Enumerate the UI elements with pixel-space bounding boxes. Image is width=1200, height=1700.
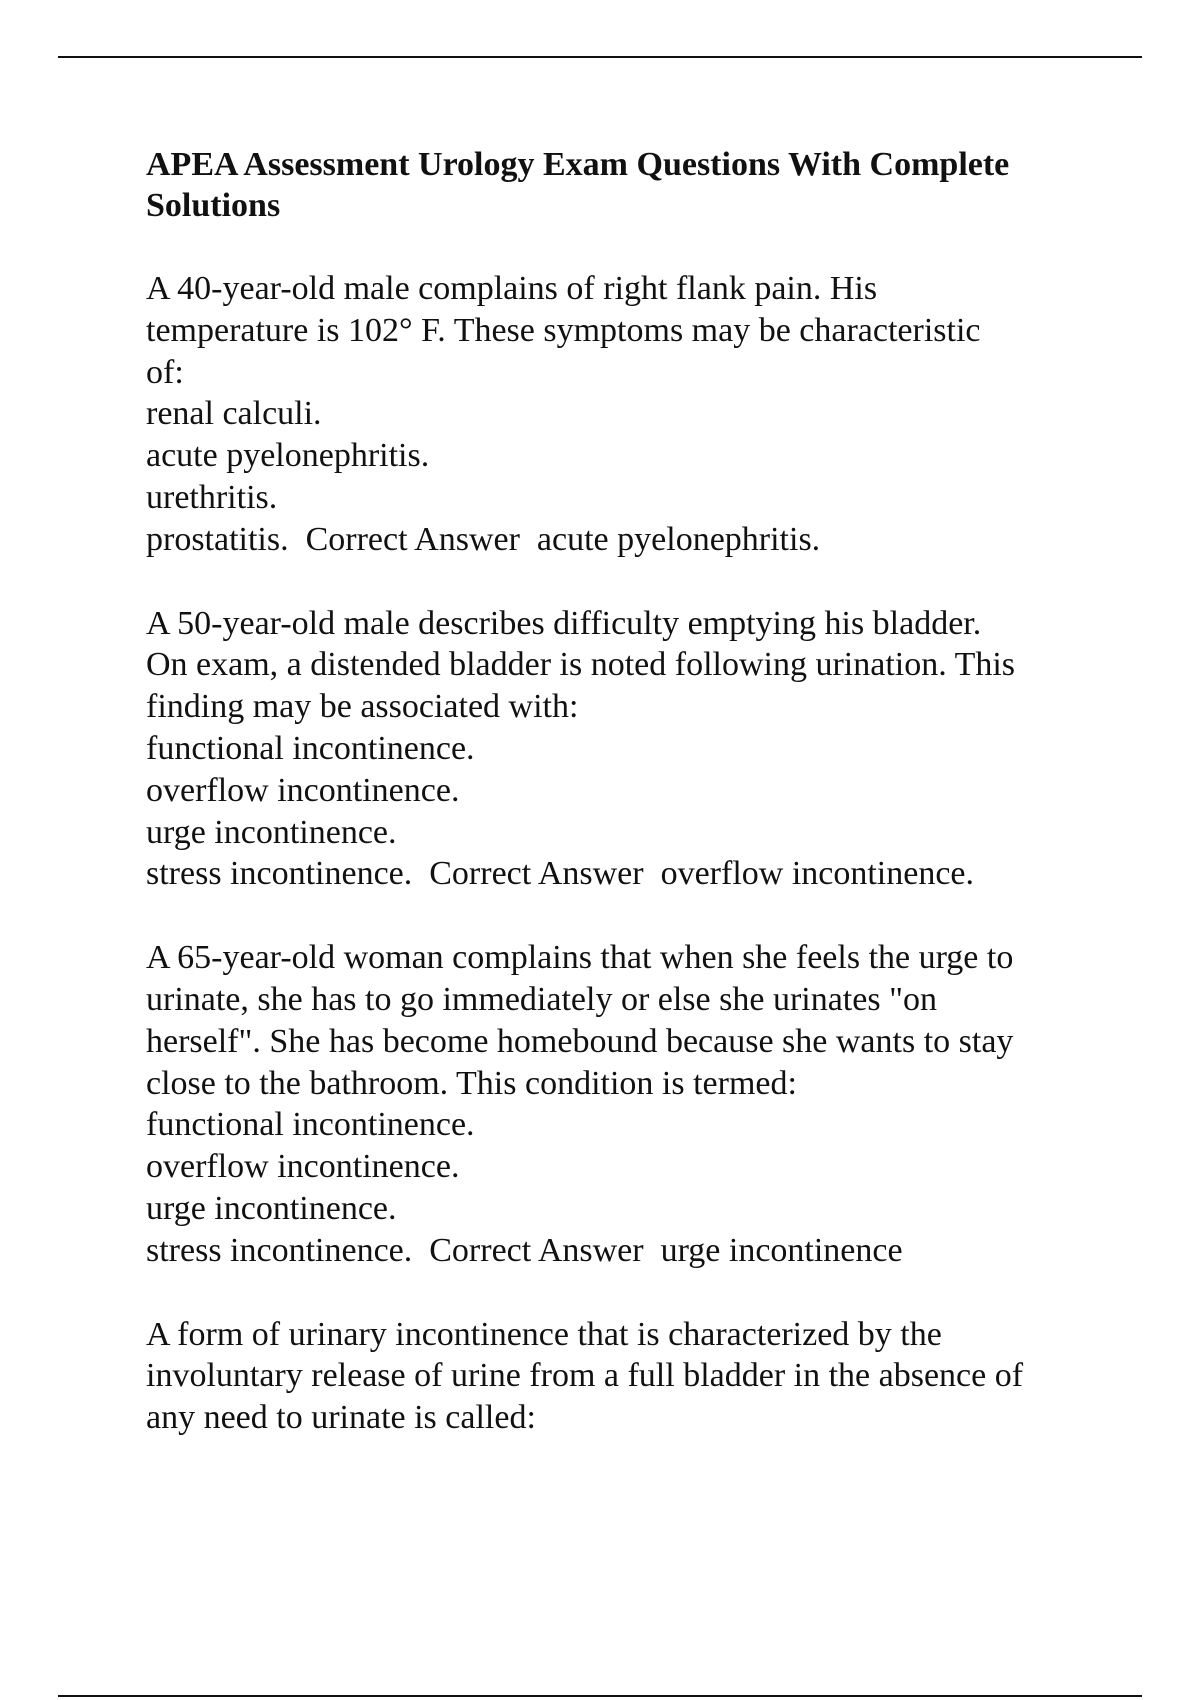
question-text: finding may be associated with: [146, 688, 579, 726]
answer-option: overflow incontinence. [146, 771, 460, 809]
header-rule [58, 56, 1142, 58]
question-block [146, 937, 1106, 1271]
question-block [146, 268, 1106, 561]
answer-option: renal calculi. [146, 395, 322, 433]
answer-option: functional incontinence. [146, 729, 475, 767]
document-title-line: APEA Assessment Urology Exam Questions With Complete [146, 146, 1010, 183]
question-block [146, 1314, 1106, 1439]
question-text: any need to urinate is called: [146, 1399, 536, 1437]
answer-option: overflow incontinence. [146, 1148, 460, 1186]
document-body [146, 144, 1106, 1481]
question-text: A 50-year-old male describes difficulty emptying his bladder. [146, 604, 982, 642]
question-text: urinate, she has to go immediately or else she urinates "on [146, 980, 937, 1018]
document-title [146, 144, 1106, 226]
answer-option-with-correct-answer: stress incontinence. Correct Answer overflow incontinence. [146, 855, 975, 893]
question-text: On exam, a distended bladder is noted following urination. This [146, 646, 1016, 684]
answer-option-with-correct-answer: prostatitis. Correct Answer acute pyelonephritis. [146, 520, 821, 558]
question-text: involuntary release of urine from a full bladder in the absence of [146, 1357, 1024, 1395]
answer-option: acute pyelonephritis. [146, 437, 430, 475]
question-text: of: [146, 353, 184, 391]
question-text: close to the bathroom. This condition is termed: [146, 1064, 797, 1102]
answer-option: urge incontinence. [146, 813, 397, 851]
answer-option: urethritis. [146, 478, 278, 516]
question-block [146, 603, 1106, 896]
answer-option-with-correct-answer: stress incontinence. Correct Answer urge incontinence [146, 1231, 903, 1269]
document-title-line: Solutions [146, 187, 281, 224]
question-text: A form of urinary incontinence that is characterized by the [146, 1315, 942, 1353]
footer-rule [58, 1695, 1142, 1697]
question-text: A 40-year-old male complains of right flank pain. His [146, 270, 878, 307]
question-text: herself". She has become homebound because she wants to stay [146, 1022, 1014, 1060]
question-text: A 65-year-old woman complains that when she feels the urge to [146, 939, 1014, 977]
question-text: temperature is 102° F. These symptoms may be characteristic [146, 311, 981, 349]
answer-option: urge incontinence. [146, 1189, 397, 1227]
answer-option: functional incontinence. [146, 1106, 475, 1144]
